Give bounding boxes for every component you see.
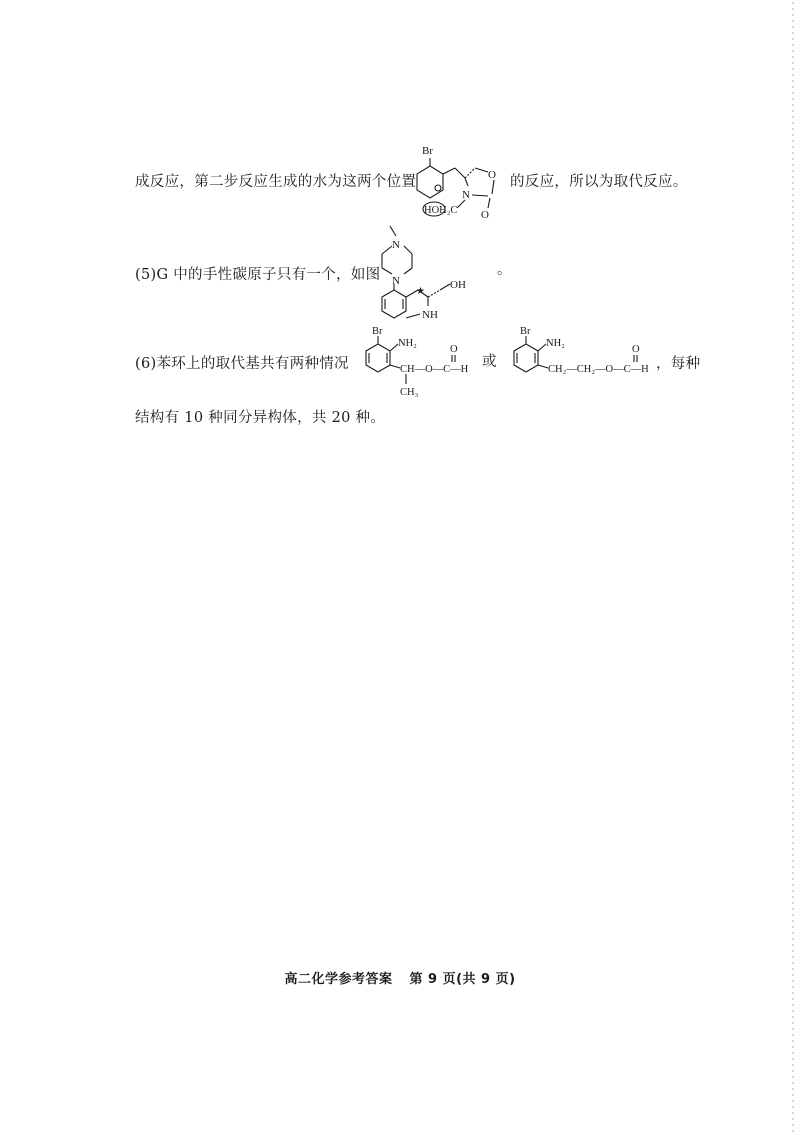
s2-pip-bond-a	[382, 246, 392, 254]
s2-benzene-ring	[382, 290, 406, 318]
s3-nh2-label: NH₂	[398, 338, 417, 349]
s1-benzene-ring	[417, 166, 443, 198]
s1-o-label: O	[488, 169, 496, 181]
s2-n2-label: N	[392, 275, 400, 287]
answer-line-1-after: 的反应，所以为取代反应。	[510, 174, 688, 190]
s2-chiral-star: ★	[416, 286, 425, 297]
answer-line-3-or: 或	[482, 354, 497, 370]
s3-br-label: Br	[372, 326, 383, 337]
s3-nh2-bond	[390, 344, 398, 351]
s4-carbonyl-o-label: O	[632, 344, 640, 355]
s1-o2-label: O	[481, 209, 489, 221]
answer-line-2: (5)G 中的手性碳原子只有一个，如图	[135, 267, 381, 283]
s2-pip-bond-d	[404, 246, 412, 254]
s2-methyl-bond	[390, 226, 396, 236]
s1-ring-bond-c	[465, 178, 468, 186]
s1-ring-bond-b	[492, 180, 494, 194]
s2-oh-label: OH	[450, 279, 466, 291]
page-footer	[0, 968, 800, 987]
s3-benzene-ring	[366, 344, 390, 372]
s2-ring2-bond-d	[406, 314, 420, 318]
s1-ring-bond-d	[472, 195, 488, 196]
s1-ch2-bond	[443, 168, 455, 174]
s1-ring-bond-a	[475, 168, 488, 172]
answer-line-3: (6)苯环上的取代基共有两种情况	[135, 356, 349, 372]
answer-line-1-before: 成反应，第二步反应生成的水为这两个位置	[135, 174, 417, 190]
s4-chain-label: CH₂—CH₂—O—C—H	[548, 364, 649, 375]
s4-nh2-bond	[538, 344, 546, 351]
s1-br-label: Br	[422, 145, 433, 157]
s2-pip-bond-c	[382, 268, 392, 274]
s2-n1-label: N	[392, 239, 400, 251]
s1-carbonyl-bond	[488, 198, 490, 208]
s2-nh-label: NH	[422, 309, 438, 321]
s4-benzene-ring	[514, 344, 538, 372]
s3-chain-bond	[390, 365, 400, 368]
footer-title: 高二化学参考答案	[284, 972, 393, 987]
s1-hoh2c-label: HOH₂C	[424, 205, 458, 216]
s1-ring-marker	[435, 185, 441, 191]
s1-chain-bond	[455, 168, 465, 178]
s1-n-label: N	[462, 189, 470, 201]
structure-1	[410, 138, 520, 228]
s3-chain-label: CH—O—C—H	[400, 364, 469, 375]
s4-nh2-label: NH₂	[546, 338, 565, 349]
s2-wedge-bond	[428, 290, 440, 297]
answer-line-3-tail: ，每种	[656, 356, 701, 372]
answer-line-2-tail: 。	[497, 262, 512, 278]
structure-2	[370, 222, 510, 334]
structure-4	[508, 322, 658, 382]
scan-edge	[792, 0, 794, 1132]
s2-ch2oh-bond	[440, 284, 450, 290]
s1-n-ch2-bond	[457, 200, 465, 208]
s1-wedge-bond	[465, 168, 475, 178]
s3-carbonyl-o-label: O	[450, 344, 458, 355]
s2-pip-bond-f	[404, 268, 412, 274]
s4-chain-bond	[538, 365, 548, 368]
footer-page-number: 第 9 页(共 9 页)	[409, 972, 516, 987]
s3-ch3-label: CH₃	[400, 387, 419, 398]
structure-3	[360, 322, 490, 398]
s4-br-label: Br	[520, 326, 531, 337]
answer-line-4: 结构有 10 种同分异构体，共 20 种。	[135, 410, 386, 426]
